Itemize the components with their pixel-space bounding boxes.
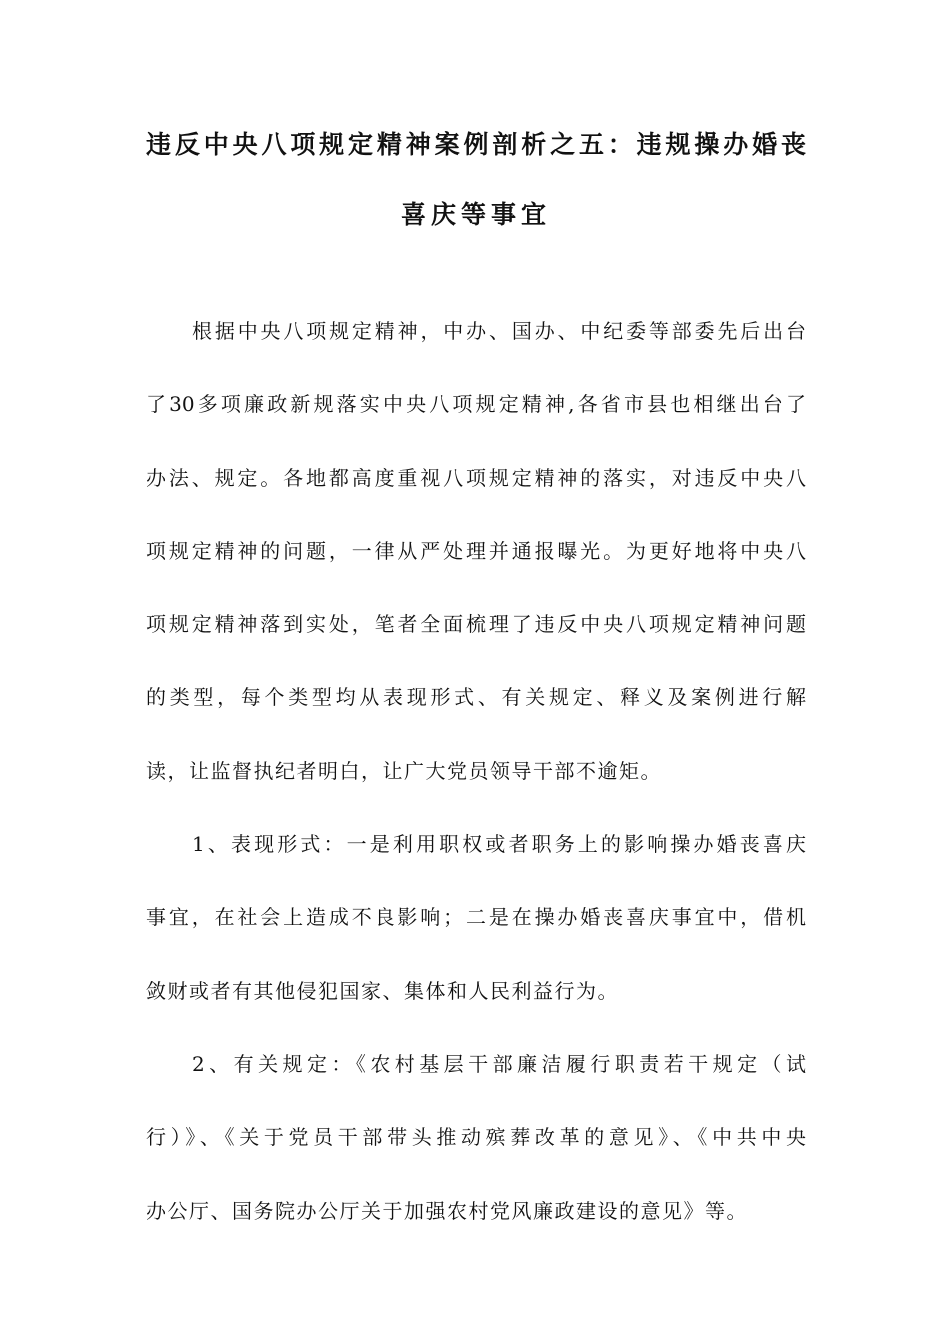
text-line: 事宜，在社会上造成不良影响；二是在操办婚丧喜庆事宜中，借机 [146, 905, 806, 930]
text-line: 项规定精神落到实处，笔者全面梳理了违反中央八项规定精神问题 [146, 612, 806, 637]
text-line: 项规定精神的问题，一律从严处理并通报曝光。为更好地将中央八 [146, 538, 806, 563]
text-line: 的类型，每个类型均从表现形式、有关规定、释义及案例进行解 [146, 685, 806, 710]
text-line: 敛财或者有其他侵犯国家、集体和人民利益行为。 [146, 978, 619, 1003]
document-body [146, 295, 806, 1248]
paragraph-forms [146, 808, 806, 1028]
text-line: 2、有关规定：《农村基层干部廉洁履行职责若干规定（试 [192, 1051, 806, 1076]
text-line: 办公厅、国务院办公厅关于加强农村党风廉政建设的意见》等。 [146, 1198, 748, 1223]
text-line: 读，让监督执纪者明白，让广大党员领导干部不逾矩。 [146, 758, 662, 783]
paragraph-regulations [146, 1028, 806, 1248]
paragraph-intro [146, 295, 806, 808]
text-line: 根据中央八项规定精神，中办、国办、中纪委等部委先后出台 [192, 319, 806, 343]
text-line: 办法、规定。各地都高度重视八项规定精神的落实，对违反中央八 [146, 465, 806, 490]
text-line: 行）》、《关于党员干部带头推动殡葬改革的意见》、《中共中央 [146, 1125, 806, 1150]
text-line: 了30多项廉政新规落实中央八项规定精神,各省市县也相继出台了 [146, 392, 806, 417]
document-title-line-1: 违反中央八项规定精神案例剖析之五：违规操办婚丧 [146, 130, 806, 159]
text-line: 1、表现形式：一是利用职权或者职务上的影响操办婚丧喜庆 [192, 832, 806, 857]
document-title-line-2: 喜庆等事宜 [400, 200, 551, 229]
